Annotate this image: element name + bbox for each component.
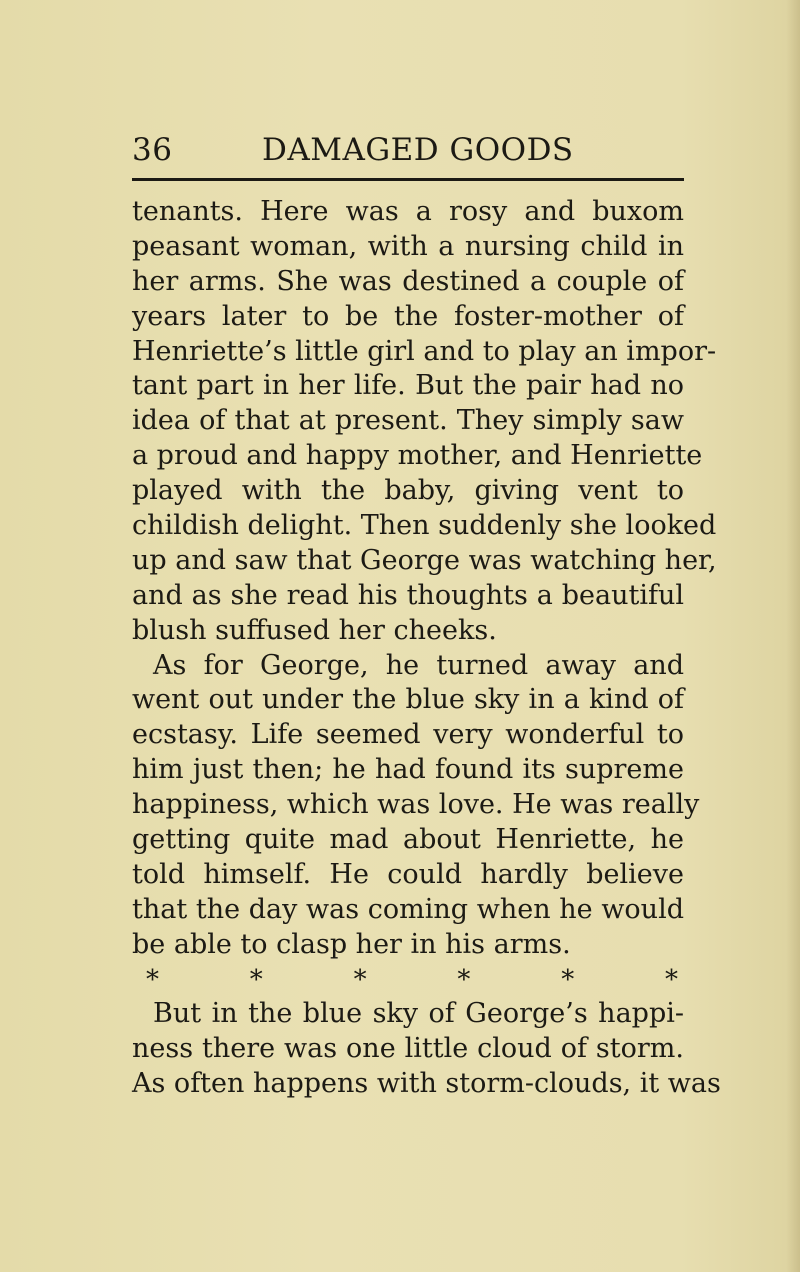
text-line: up and saw that George was watching her,	[132, 544, 717, 576]
text-line: told himself. He could hardly believe	[132, 858, 684, 890]
section-separator	[132, 963, 684, 998]
asterisk: *	[561, 964, 575, 995]
page-edge-shadow	[786, 0, 800, 1272]
text-line: getting quite mad about Henriette, he	[132, 824, 684, 856]
text-line: ness there was one little cloud of storm.	[132, 1033, 684, 1065]
book-title: DAMAGED GOODS	[262, 132, 574, 168]
body-text	[132, 195, 721, 1102]
text-line: went out under the blue sky in a kind of	[132, 684, 684, 716]
asterisk: *	[457, 964, 471, 995]
text-line: But in the blue sky of George’s happi-	[153, 998, 684, 1030]
text-line: and as she read his thoughts a beautiful	[132, 579, 684, 611]
asterisk: *	[146, 964, 159, 995]
text-line: peasant woman, with a nursing child in	[132, 230, 684, 262]
asterisk: *	[353, 964, 367, 995]
text-line: played with the baby, giving vent to	[132, 475, 684, 507]
text-line: tenants. Here was a rosy and buxom	[132, 196, 684, 227]
text-line: years later to be the foster-mother of	[132, 300, 684, 332]
text-line: blush suffused her cheeks.	[132, 614, 497, 646]
header-rule	[132, 178, 684, 181]
text-line: ecstasy. Life seemed very wonderful to	[132, 719, 684, 751]
asterisk: *	[249, 964, 263, 995]
text-line: As often happens with storm-clouds, it was	[132, 1068, 721, 1100]
text-line: happiness, which was love. He was really	[132, 789, 700, 821]
text-line: that the day was coming when he would	[132, 893, 684, 925]
text-line: childish delight. Then suddenly she looked	[132, 510, 717, 542]
text-line: As for George, he turned away and	[153, 649, 684, 681]
text-line: him just then; he had found its supreme	[132, 754, 684, 786]
page-number: 36	[132, 132, 173, 168]
text-line: tant part in her life. But the pair had no	[132, 370, 684, 402]
text-line: Henriette’s little girl and to play an impor-	[132, 335, 717, 367]
text-line: a proud and happy mother, and Henriette	[132, 440, 703, 472]
running-head	[132, 128, 684, 172]
asterisk: *	[664, 964, 678, 995]
text-line: be able to clasp her in his arms.	[132, 928, 571, 960]
text-line: idea of that at present. They simply saw	[132, 405, 684, 437]
text-line: her arms. She was destined a couple of	[132, 265, 684, 297]
